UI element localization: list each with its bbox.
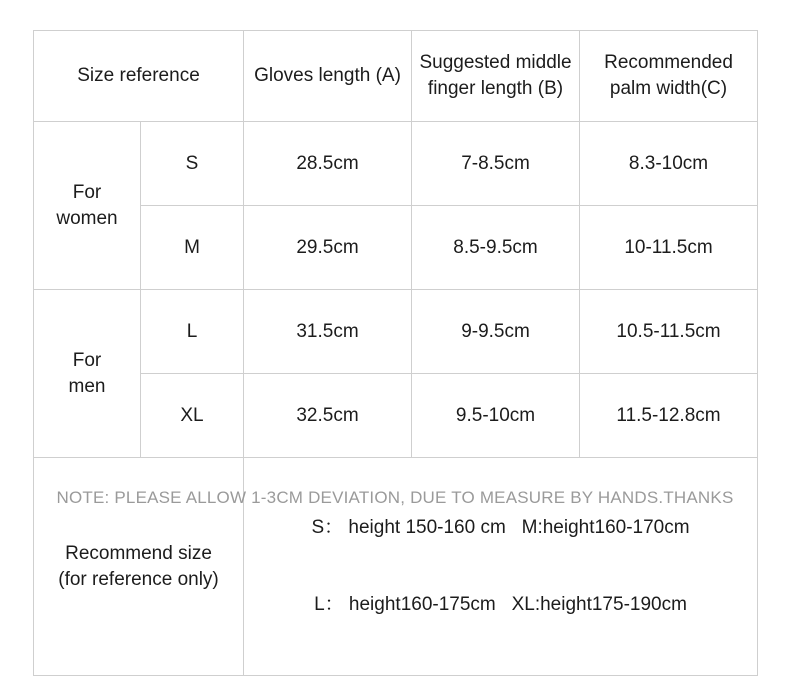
- recommend-size-value-line-1: S： height 150-160 cm M:height160-170cm: [311, 517, 690, 539]
- table-row: [34, 290, 758, 374]
- header-palm-width: [580, 31, 758, 122]
- palm-width-xl: 11.5-12.8cm: [580, 374, 758, 458]
- finger-length-s: 7-8.5cm: [412, 122, 580, 206]
- recommend-size-label-line-1: Recommend size: [65, 542, 212, 564]
- recommend-size-label-line-2: (for reference only): [58, 568, 219, 590]
- finger-length-l: 9-9.5cm: [412, 290, 580, 374]
- table-row: [34, 206, 758, 290]
- gloves-length-l: 31.5cm: [244, 290, 412, 374]
- table-header-row: [34, 31, 758, 122]
- table-row: [34, 122, 758, 206]
- group-label-men-line-2: men: [68, 375, 106, 397]
- finger-length-xl: 9.5-10cm: [412, 374, 580, 458]
- header-palm-width-line-1: Recommended: [604, 52, 733, 74]
- header-gloves-length: Gloves length (A): [244, 31, 412, 122]
- header-middle-finger-line-1: Suggested middle: [419, 52, 572, 74]
- header-middle-finger-length: [412, 31, 580, 122]
- header-middle-finger-line-2: finger length (B): [427, 78, 564, 99]
- finger-length-m: 8.5-9.5cm: [412, 206, 580, 290]
- measurement-note: NOTE: PLEASE ALLOW 1-3CM DEVIATION, DUE TO MEASURE BY HANDS.THANKS: [56, 488, 734, 507]
- gloves-length-m: 29.5cm: [244, 206, 412, 290]
- size-table-container: [33, 30, 757, 676]
- size-label-s: S: [141, 122, 244, 206]
- group-label-women: [34, 122, 141, 290]
- group-label-women-line-1: For: [72, 181, 102, 203]
- group-label-men: [34, 290, 141, 458]
- group-label-women-line-2: women: [56, 207, 118, 229]
- palm-width-l: 10.5-11.5cm: [580, 290, 758, 374]
- gloves-length-xl: 32.5cm: [244, 374, 412, 458]
- group-label-men-line-1: For: [72, 349, 102, 371]
- size-reference-table: [33, 30, 758, 676]
- palm-width-m: 10-11.5cm: [580, 206, 758, 290]
- size-label-l: L: [141, 290, 244, 374]
- gloves-length-s: 28.5cm: [244, 122, 412, 206]
- header-palm-width-line-2: palm width(C): [609, 78, 728, 99]
- recommend-size-value-line-2: L： height160-175cm XL:height175-190cm: [314, 594, 687, 616]
- table-row: [34, 374, 758, 458]
- header-size-reference: Size reference: [34, 31, 244, 122]
- size-label-m: M: [141, 206, 244, 290]
- size-label-xl: XL: [141, 374, 244, 458]
- palm-width-s: 8.3-10cm: [580, 122, 758, 206]
